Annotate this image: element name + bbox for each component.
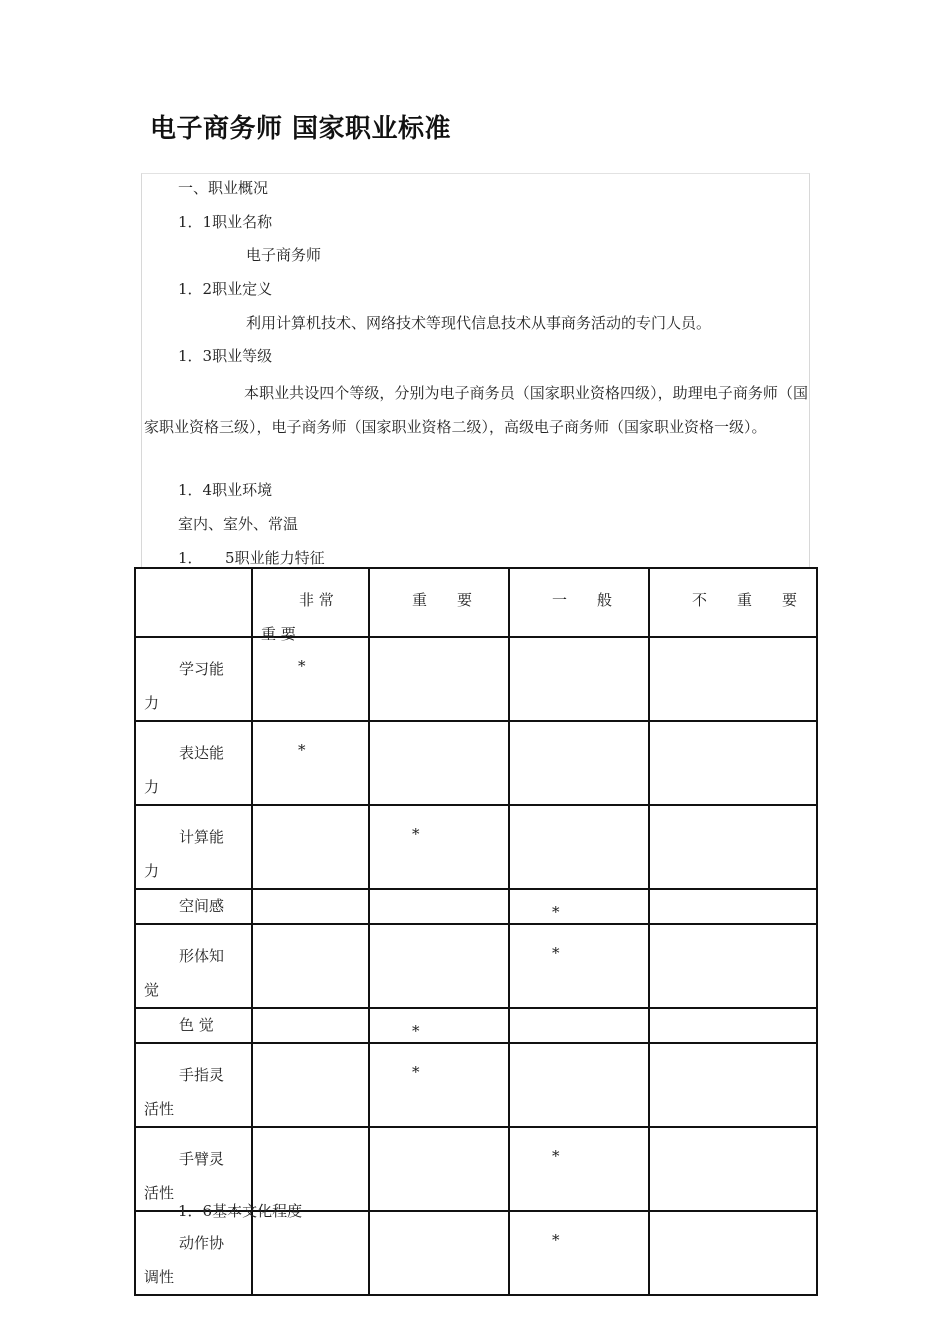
table-row — [135, 1211, 817, 1295]
header-label: 重 要 — [412, 591, 473, 609]
ability-label-line1: 表达能 — [179, 744, 225, 762]
rating-mark: * — [412, 1063, 420, 1081]
ability-label-line1: 色 觉 — [179, 1016, 214, 1034]
rating-cell — [252, 721, 369, 805]
rating-cell — [369, 889, 509, 924]
ability-label-cell — [135, 721, 252, 805]
rating-cell — [252, 1127, 369, 1211]
ability-label-line1: 手臂灵 — [179, 1150, 225, 1168]
subsection-1-6: 1．6基本文化程度 — [178, 1202, 303, 1220]
rating-cell — [649, 721, 817, 805]
document-title: 电子商务师 国家职业标准 — [150, 114, 452, 144]
ability-label — [136, 1212, 251, 1294]
rating-cell — [649, 924, 817, 1008]
header-not-important — [649, 568, 817, 637]
subsection-1-3: 1．3职业等级 — [178, 347, 273, 365]
work-environment: 室内、室外、常温 — [178, 515, 299, 533]
ability-label-cell — [135, 637, 252, 721]
rating-cell — [509, 805, 649, 889]
occupation-name: 电子商务师 — [246, 246, 322, 264]
header-important — [369, 568, 509, 637]
ability-label-line2: 调性 — [144, 1268, 175, 1286]
table-row — [135, 1008, 817, 1043]
table-header-row — [135, 568, 817, 637]
table-row — [135, 1127, 817, 1211]
ability-label-cell — [135, 1043, 252, 1127]
ability-label-cell — [135, 1127, 252, 1211]
rating-cell — [369, 924, 509, 1008]
ability-label-line1: 动作协 — [179, 1234, 225, 1252]
ability-label — [136, 1044, 251, 1126]
ability-label-line2: 力 — [144, 694, 160, 712]
occupation-levels-paragraph — [144, 376, 808, 444]
rating-cell — [649, 1211, 817, 1295]
rating-mark: * — [298, 741, 306, 759]
rating-cell — [509, 1008, 649, 1043]
rating-cell — [509, 721, 649, 805]
ability-label-line2: 活性 — [144, 1184, 175, 1202]
subsection-1-2: 1．2职业定义 — [178, 280, 273, 298]
header-label: 非 常 重 要 — [261, 591, 334, 643]
header-label: 一 般 — [552, 591, 613, 609]
section-heading: 一、职业概况 — [178, 179, 269, 197]
ability-label-cell — [135, 805, 252, 889]
rating-cell — [649, 1008, 817, 1043]
rating-cell — [252, 924, 369, 1008]
rating-cell — [252, 805, 369, 889]
ability-label — [136, 722, 251, 804]
rating-cell — [509, 889, 649, 924]
rating-cell — [649, 637, 817, 721]
ability-label-cell — [135, 924, 252, 1008]
ability-label — [136, 1009, 251, 1042]
ability-label-line1: 计算能 — [179, 828, 225, 846]
header-empty-cell — [135, 568, 252, 637]
ability-label-cell — [135, 1008, 252, 1043]
rating-cell — [649, 805, 817, 889]
rating-mark: * — [552, 944, 560, 962]
table-row — [135, 637, 817, 721]
rating-cell — [649, 889, 817, 924]
rating-cell — [369, 1211, 509, 1295]
rating-cell — [252, 1211, 369, 1295]
rating-cell — [369, 1008, 509, 1043]
rating-cell — [369, 637, 509, 721]
table-row — [135, 924, 817, 1008]
rating-cell — [252, 1008, 369, 1043]
header-very-important — [252, 568, 369, 643]
ability-label-line1: 手指灵 — [179, 1066, 225, 1084]
rating-cell — [509, 1211, 649, 1295]
rating-mark: * — [552, 903, 560, 921]
subsection-1-4: 1．4职业环境 — [178, 481, 273, 499]
rating-cell — [649, 1127, 817, 1211]
ability-label — [136, 638, 251, 720]
section-frame — [141, 173, 810, 568]
ability-label-cell — [135, 1211, 252, 1295]
rating-cell — [509, 924, 649, 1008]
ability-label — [136, 806, 251, 888]
occupation-definition: 利用计算机技术、网络技术等现代信息技术从事商务活动的专门人员。 — [246, 314, 712, 332]
ability-label — [136, 1128, 251, 1210]
rating-cell — [252, 889, 369, 924]
header-normal — [509, 568, 649, 637]
table-row — [135, 805, 817, 889]
subsection-1-1: 1．1职业名称 — [178, 213, 273, 231]
ability-label — [136, 925, 251, 1007]
rating-cell — [649, 1043, 817, 1127]
rating-cell — [369, 1043, 509, 1127]
ability-label-line1: 空间感 — [179, 897, 225, 915]
rating-cell — [369, 721, 509, 805]
rating-mark: * — [412, 1022, 420, 1040]
ability-label-line2: 力 — [144, 778, 160, 796]
ability-label-line1: 学习能 — [179, 660, 225, 678]
rating-cell — [509, 1043, 649, 1127]
ability-label-line2: 觉 — [144, 981, 160, 999]
rating-mark: * — [552, 1147, 560, 1165]
table-row — [135, 889, 817, 924]
rating-cell — [369, 805, 509, 889]
table-row — [135, 1043, 817, 1127]
ability-label-cell — [135, 889, 252, 924]
rating-cell — [509, 637, 649, 721]
rating-cell — [509, 1127, 649, 1211]
ability-label-line1: 形体知 — [179, 947, 225, 965]
rating-mark: * — [412, 825, 420, 843]
rating-cell — [252, 1043, 369, 1127]
ability-label — [136, 890, 251, 923]
ability-table — [134, 567, 818, 1296]
header-label: 不 重 要 — [692, 591, 798, 609]
rating-mark: * — [298, 657, 306, 675]
subsection-1-5: 1． 5职业能力特征 — [178, 549, 325, 567]
table-row — [135, 721, 817, 805]
ability-label-line2: 活性 — [144, 1100, 175, 1118]
rating-mark: * — [552, 1231, 560, 1249]
ability-label-line2: 力 — [144, 862, 160, 880]
rating-cell — [252, 637, 369, 721]
rating-cell — [369, 1127, 509, 1211]
occupation-levels-text: 本职业共设四个等级，分别为电子商务员（国家职业资格四级），助理电子商务师（国家职业资格三级），电子商务师（国家职业资格二级），高级电子商务师（国家职业资格一级）。 — [144, 384, 808, 436]
